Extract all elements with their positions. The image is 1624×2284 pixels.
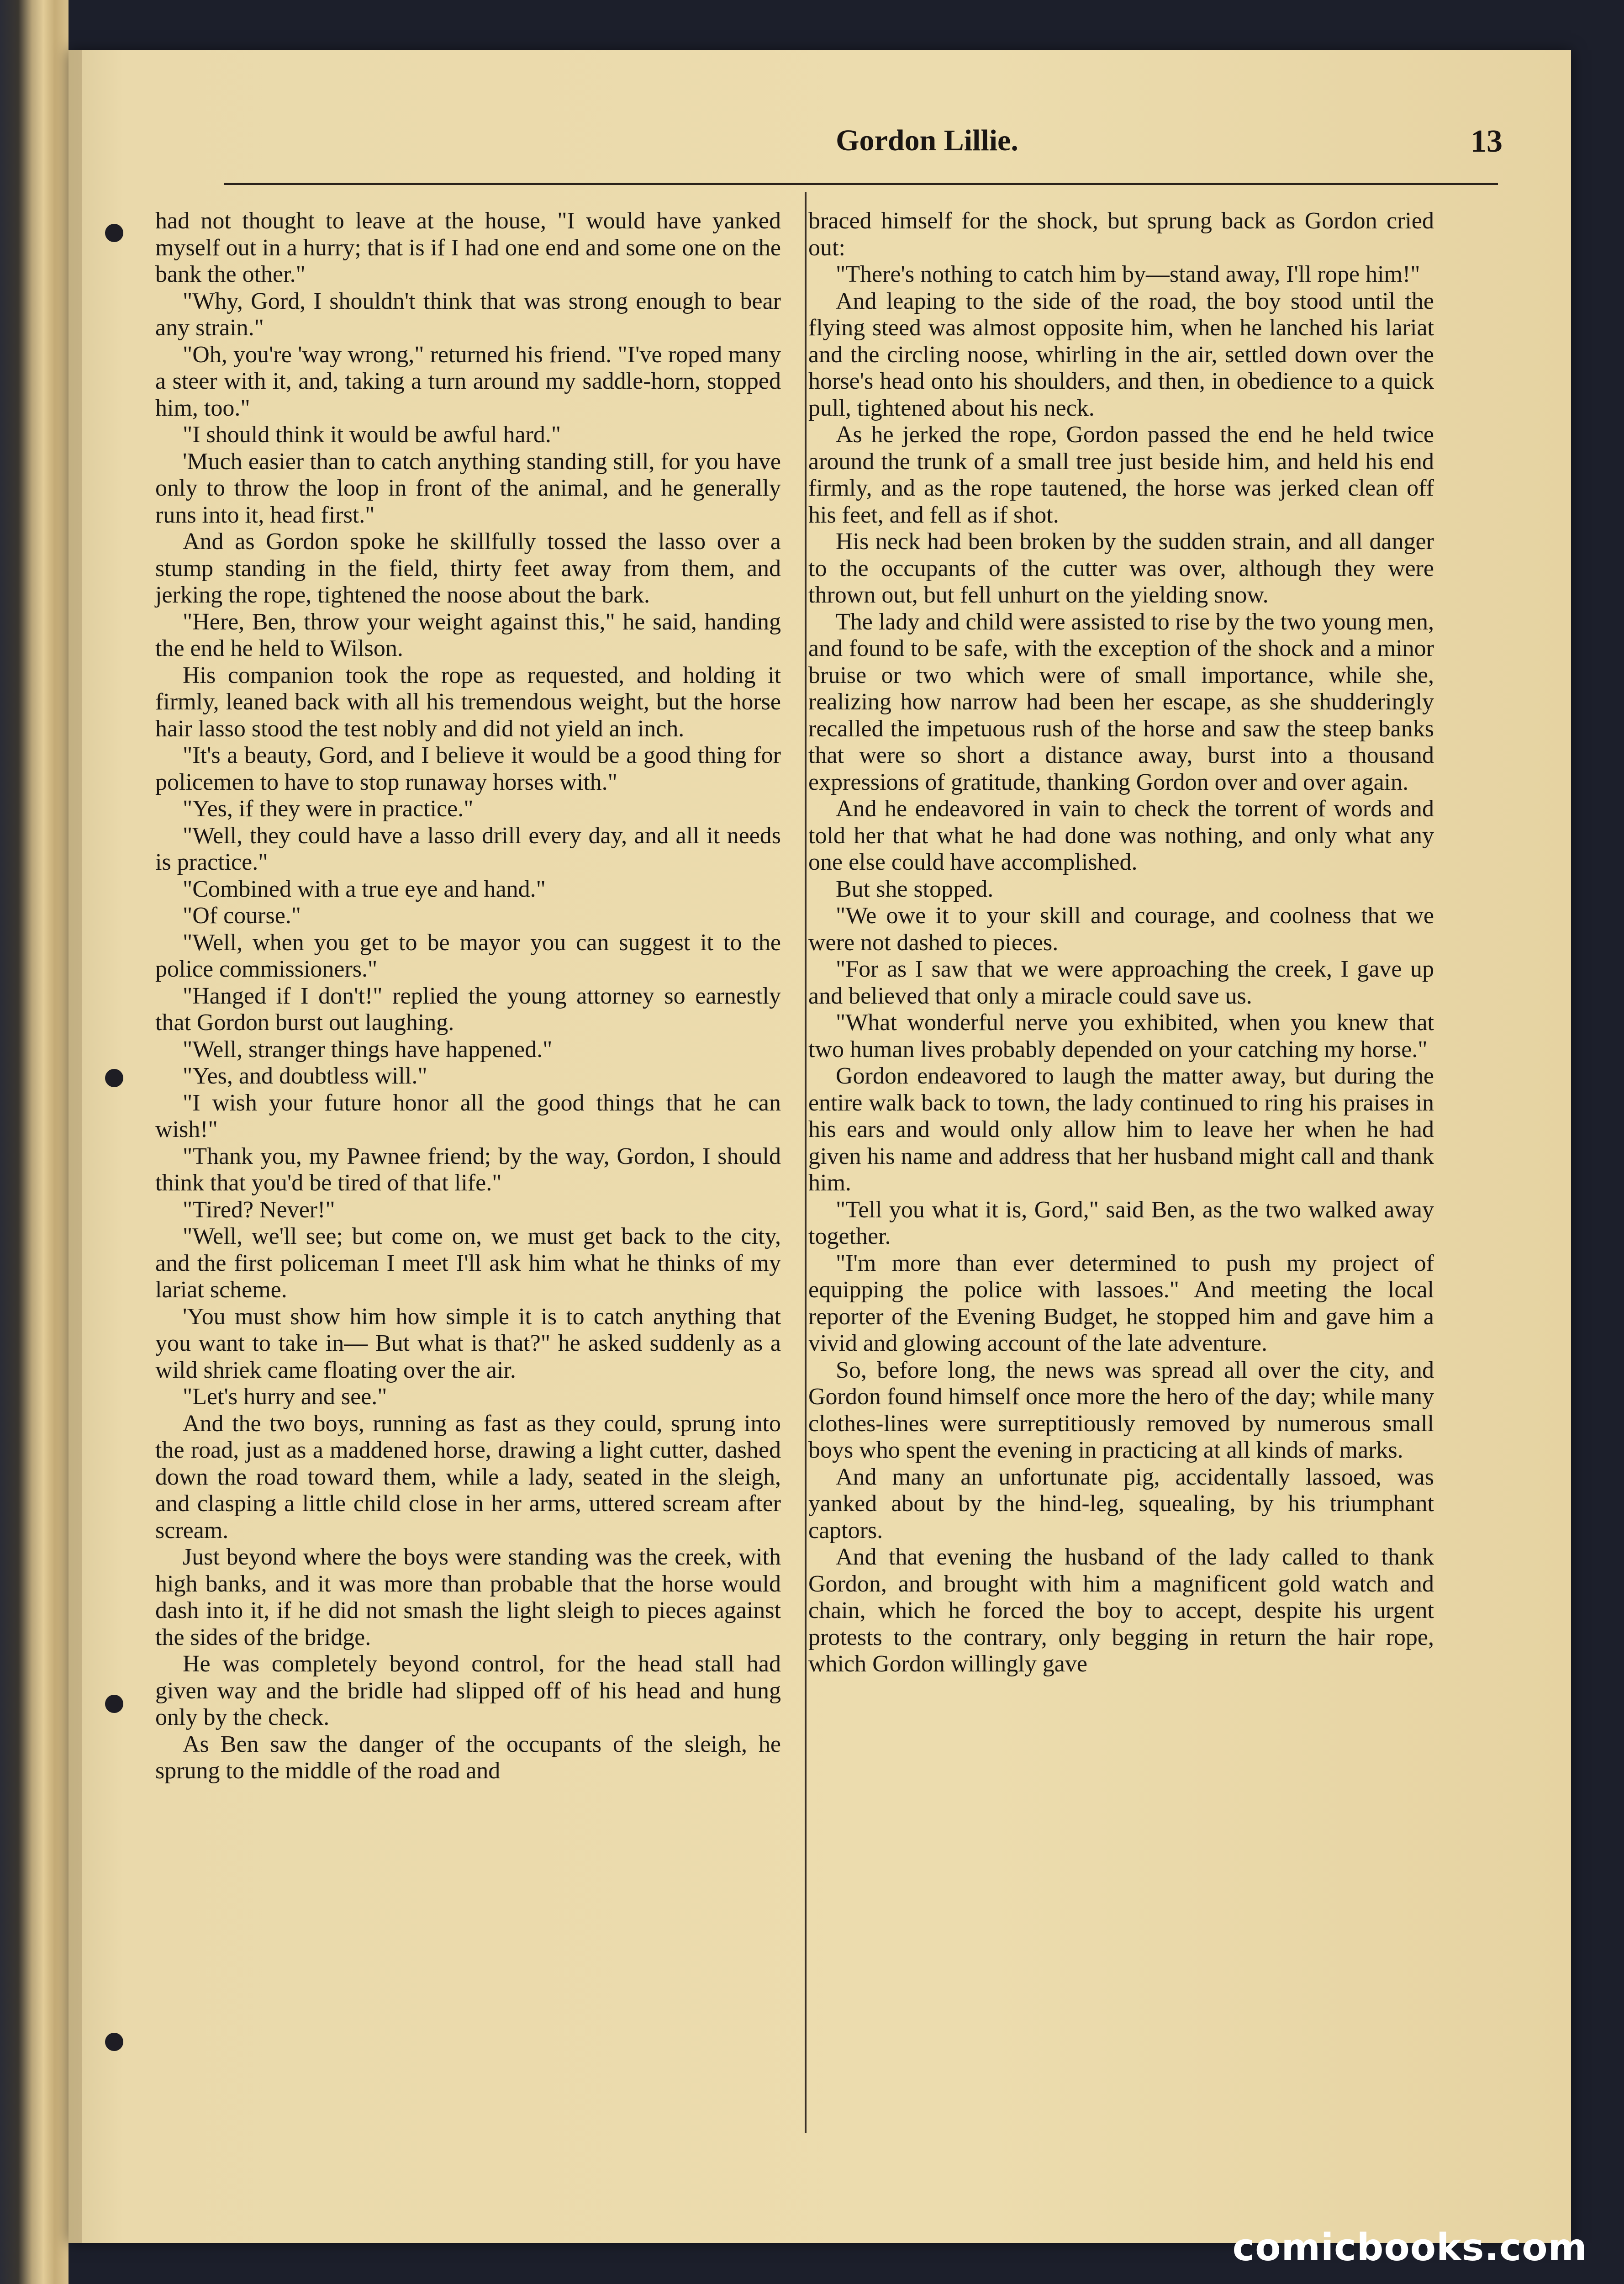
paragraph: "Well, they could have a lasso drill every day, and all it needs is practice." bbox=[155, 822, 781, 875]
paragraph: "I wish your future honor all the good things that he can wish!" bbox=[155, 1089, 781, 1142]
paragraph: "Yes, and doubtless will." bbox=[183, 1063, 427, 1089]
paragraph: "Oh, you're 'way wrong," returned his friend. "I've roped many a steer with it, and, taking a turn around my saddle-horn, stopped him, too." bbox=[155, 341, 781, 421]
paragraph: Gordon endeavored to laugh the matter away, but during the entire walk back to town, the lady continued to ring his praises in his ears and would only allow him to leave her when he had given his name and address that her husband might call and thank him. bbox=[808, 1063, 1434, 1196]
site-watermark: comicbooks.com bbox=[1232, 2226, 1587, 2269]
running-title: Gordon Lillie. bbox=[836, 124, 1018, 157]
paragraph: "Yes, if they were in practice." bbox=[183, 796, 474, 822]
paragraph: And many an unfortunate pig, accidentally lassoed, was yanked about by the hind-leg, squealing, by his triumphant captors. bbox=[808, 1464, 1434, 1544]
paragraph: "For as I saw that we were approaching the creek, I gave up and believed that only a miracle could save us. bbox=[808, 956, 1434, 1009]
staple-hole bbox=[105, 1695, 123, 1713]
paragraph: had not thought to leave at the house, "I would have yanked myself out in a hurry; that is if I had one end and some one on the bank the other." bbox=[155, 208, 781, 287]
paragraph: He was completely beyond control, for the head stall had given way and the bridle had slipped off of his head and hung only by the check. bbox=[155, 1651, 781, 1730]
paragraph: And he endeavored in vain to check the torrent of words and told her that what he had done was nothing, and only what any one else could have accomplished. bbox=[808, 796, 1434, 875]
paragraph: "Well, stranger things have happened." bbox=[183, 1036, 553, 1063]
paragraph: His companion took the rope as requested, and holding it firmly, leaned back with all his tremendous weight, but the horse hair lasso stood the test nobly and did not yield an inch. bbox=[155, 662, 781, 742]
paragraph: And leaping to the side of the road, the boy stood until the flying steed was almost opposite him, when he lanched his lariat and the circling noose, whirling in the air, settled down over the horse's head onto his shoulders, and then, in obedience to a quick pull, tightened about his neck. bbox=[808, 288, 1434, 421]
paragraph: Just beyond where the boys were standing was the creek, with high banks, and it was more than probable that the horse would dash into it, if he did not smash the light sleigh to pieces against the sides of the bridge. bbox=[155, 1544, 781, 1650]
page-number: 13 bbox=[1471, 124, 1503, 159]
paragraph: "We owe it to your skill and courage, and coolness that we were not dashed to pieces. bbox=[808, 903, 1434, 956]
left-column bbox=[155, 208, 781, 1785]
paragraph: 'Much easier than to catch anything standing still, for you have only to throw the loop in front of the animal, and he generally runs into it, head first." bbox=[155, 448, 781, 528]
paragraph: "Thank you, my Pawnee friend; by the way, Gordon, I should think that you'd be tired of that life." bbox=[155, 1143, 781, 1196]
staple-hole bbox=[105, 224, 123, 242]
right-column bbox=[808, 208, 1434, 1678]
book-left-edge bbox=[0, 0, 69, 2284]
paragraph: "Let's hurry and see." bbox=[183, 1384, 387, 1410]
paragraph: "Combined with a true eye and hand." bbox=[183, 876, 546, 902]
staple-hole bbox=[105, 2033, 123, 2051]
staple-hole bbox=[105, 1069, 123, 1087]
paragraph: His neck had been broken by the sudden strain, and all danger to the occupants of the cutter was over, although they were thrown out, but fell unhurt on the yielding snow. bbox=[808, 529, 1434, 608]
page-header bbox=[155, 105, 1525, 169]
paragraph: As he jerked the rope, Gordon passed the end he held twice around the trunk of a small tree just beside him, and held his end firmly, and as the rope tautened, the horse was jerked clean off his feet, and fell as if shot. bbox=[808, 422, 1434, 528]
paragraph: But she stopped. bbox=[836, 876, 994, 902]
paragraph: "There's nothing to catch him by—stand away, I'll rope him!" bbox=[836, 261, 1420, 287]
paragraph: braced himself for the shock, but sprung back as Gordon cried out: bbox=[808, 208, 1434, 261]
paragraph: "Hanged if I don't!" replied the young attorney so earnestly that Gordon burst out laughing. bbox=[155, 983, 781, 1036]
paragraph: And the two boys, running as fast as they could, sprung into the road, just as a maddened horse, drawing a light cutter, dashed down the road toward them, while a lady, seated in the sleigh, and clasping a little child close in her arms, uttered scream after scream. bbox=[155, 1410, 781, 1544]
header-rule bbox=[224, 183, 1498, 185]
paragraph: So, before long, the news was spread all over the city, and Gordon found himself once more the hero of the day; while many clothes-lines were surreptitiously removed by numerous small boys who spent the evening in practicing at all kinds of marks. bbox=[808, 1357, 1434, 1463]
binding-shadow bbox=[69, 50, 82, 2243]
paragraph: "Tell you what it is, Gord," said Ben, as the two walked away together. bbox=[808, 1196, 1434, 1249]
paragraph: "I should think it would be awful hard." bbox=[183, 422, 561, 448]
paragraph: "It's a beauty, Gord, and I believe it would be a good thing for policemen to have to stop runaway horses with." bbox=[155, 742, 781, 795]
paragraph: "Why, Gord, I shouldn't think that was strong enough to bear any strain." bbox=[155, 288, 781, 341]
paragraph: 'You must show him how simple it is to catch anything that you want to take in— But what is that?" he asked suddenly as a wild shriek came floating over the air. bbox=[155, 1303, 781, 1383]
paragraph: "What wonderful nerve you exhibited, when you knew that two human lives probably depended on your catching my horse." bbox=[808, 1010, 1434, 1063]
paragraph: The lady and child were assisted to rise by the two young men, and found to be safe, with the exception of the shock and a minor bruise or two which were of small importance, while she, realizing how narrow had been her escape, as she shudderingly recalled the impetuous rush of the horse and saw the steep banks that were so short a distance away, burst into a thousand expressions of gratitude, thanking Gordon over and over again. bbox=[808, 608, 1434, 795]
paragraph: As Ben saw the danger of the occupants of the sleigh, he sprung to the middle of the road and bbox=[155, 1731, 781, 1784]
paragraph: "Tired? Never!" bbox=[183, 1196, 335, 1223]
paragraph: And as Gordon spoke he skillfully tossed the lasso over a stump standing in the field, thirty feet away from them, and jerking the rope, tightened the noose about the bark. bbox=[155, 529, 781, 608]
paragraph: And that evening the husband of the lady called to thank Gordon, and brought with him a magnificent gold watch and chain, which he forced the boy to accept, despite his urgent protests to the contrary, only begging in return the hair rope, which Gordon willingly gave bbox=[808, 1544, 1434, 1677]
paragraph: "Well, when you get to be mayor you can suggest it to the police commissioners." bbox=[155, 929, 781, 982]
paragraph: "Of course." bbox=[183, 903, 301, 929]
paragraph: "Here, Ben, throw your weight against this," he said, handing the end he held to Wilson. bbox=[155, 608, 781, 661]
column-divider bbox=[805, 192, 807, 2133]
paragraph: "Well, we'll see; but come on, we must get back to the city, and the first policeman I meet I'll ask him what he thinks of my lariat scheme. bbox=[155, 1223, 781, 1303]
paragraph: "I'm more than ever determined to push my project of equipping the police with lassoes." And meeting the local reporter of the Evening Budget, he stopped him and gave him a vivid and glowing account of the late adventure. bbox=[808, 1250, 1434, 1356]
